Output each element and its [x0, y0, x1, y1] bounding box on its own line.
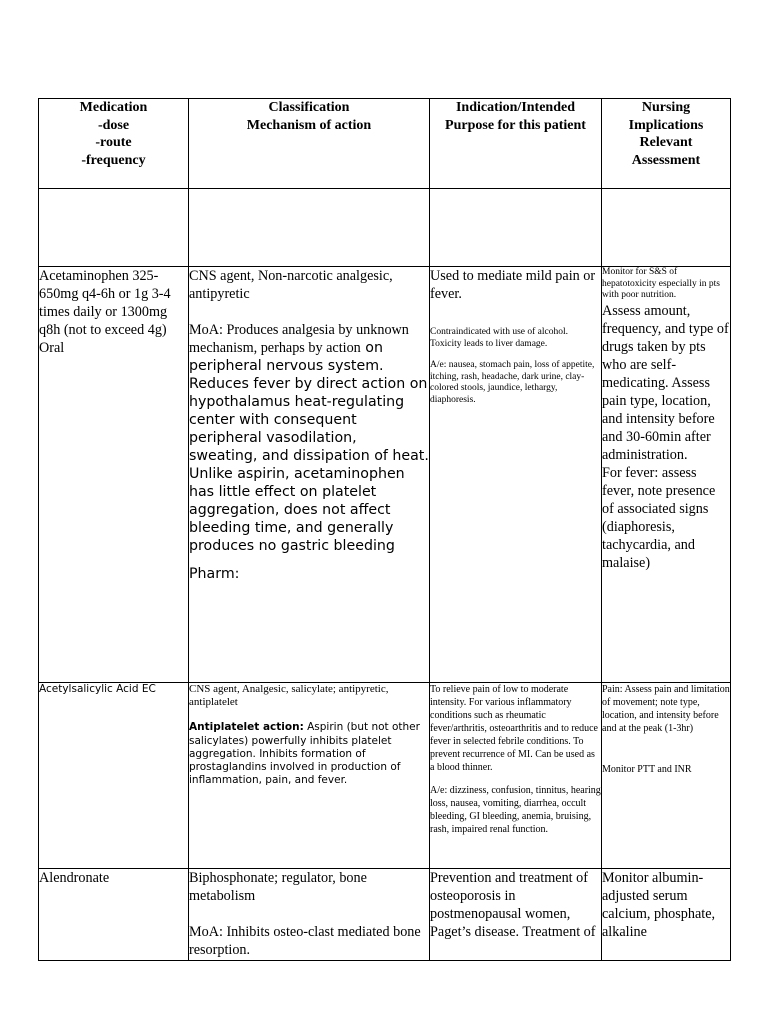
asa-classification-cell	[189, 683, 430, 869]
acetaminophen-nursing-fever: For fever: assess fever, note presence of associated signs (diaphoresis, tachycardia, and malaise)	[602, 464, 716, 571]
acetaminophen-route: Oral	[39, 340, 65, 356]
asa-nursing-cell	[602, 683, 731, 869]
acetaminophen-nursing: Assess amount, frequency, and type of drugs taken by pts who are self-medicating. Assess pain type, location, and intensity before and 30-60min after administration.	[602, 302, 729, 463]
acetaminophen-pharm: Pharm:	[189, 566, 240, 582]
alendronate-nursing: Monitor albumin-adjusted serum calcium, phosphate, alkaline	[602, 870, 716, 940]
alendronate-classification-cell	[189, 869, 430, 961]
header-indication: Indication/Intended Purpose for this patient	[430, 99, 602, 189]
acetaminophen-nursing-cell	[602, 267, 731, 683]
asa-medication: Acetylsalicylic Acid EC	[39, 683, 156, 695]
empty-cell	[602, 189, 731, 267]
table-row-alendronate	[39, 869, 731, 961]
alendronate-class: Biphosphonate; regulator, bone metabolism	[189, 870, 367, 904]
asa-nursing: Pain: Assess pain and limitation of movement; note type, location, and intensity before and at the peak (1-3hr)	[602, 684, 730, 734]
asa-antiplatelet: Antiplatelet action: Aspirin (but not other salicylates) powerfully inhibits platelet aggregation. Inhibits formation of prostaglandins involved in production of inflammation, pain, and fever.	[189, 721, 420, 787]
asa-adverse-effects: A/e: dizziness, confusion, tinnitus, hearing loss, nausea, vomiting, diarrhea, occult bleeding, GI bleeding, anemia, bruising, rash, impaired renal function.	[430, 785, 601, 835]
empty-row	[39, 189, 731, 267]
medication-table	[38, 98, 731, 961]
alendronate-indication-cell	[430, 869, 602, 961]
empty-cell	[189, 189, 430, 267]
table-row-acetaminophen	[39, 267, 731, 683]
alendronate-medication-cell	[39, 869, 189, 961]
acetaminophen-adverse-effects: A/e: nausea, stomach pain, loss of appetite, itching, rash, headache, dark urine, clay-colored stools, jaundice, lethargy, diaphoresis.	[430, 360, 595, 405]
header-nursing: Nursing Implications Relevant Assessment	[602, 99, 731, 189]
empty-cell	[430, 189, 602, 267]
alendronate-indication: Prevention and treatment of osteoporosis in postmenopausal women, Paget’s disease. Treatment of	[430, 870, 596, 940]
empty-cell	[39, 189, 189, 267]
acetaminophen-medication-cell	[39, 267, 189, 683]
acetaminophen-classification-cell	[189, 267, 430, 683]
header-row	[39, 99, 731, 189]
header-medication: Medication -dose -route -frequency	[39, 99, 189, 189]
header-classification: Classification Mechanism of action	[189, 99, 430, 189]
acetaminophen-dose: Acetaminophen 325-650mg q4-6h or 1g 3-4 times daily or 1300mg q8h (not to exceed 4g)	[39, 268, 171, 338]
alendronate-moa: MoA: Inhibits osteo-clast mediated bone resorption.	[189, 924, 421, 958]
asa-nursing-ptt: Monitor PTT and INR	[602, 764, 692, 775]
alendronate-nursing-cell	[602, 869, 731, 961]
asa-indication-cell	[430, 683, 602, 869]
acetaminophen-class: CNS agent, Non-narcotic analgesic, antipyretic	[189, 268, 393, 302]
acetaminophen-indication: Used to mediate mild pain or fever.	[430, 268, 596, 302]
table-row-acetylsalicylic-acid	[39, 683, 731, 869]
acetaminophen-nursing-small: Monitor for S&S of hepatotoxicity especially in pts with poor nutrition.	[602, 267, 720, 301]
acetaminophen-moa: MoA: Produces analgesia by unknown mechanism, perhaps by action on peripheral nervous system. Reduces fever by direct action on hypothalamus heat-regulating center with consequent peripheral vasodilation, sweating, and dissipation of heat. Unlike aspirin, acetaminophen has little effect on platelet aggregation, does not affect bleeding time, and generally produces no gastric bleeding	[189, 322, 429, 554]
alendronate-medication: Alendronate	[39, 870, 110, 886]
acetaminophen-indication-cell	[430, 267, 602, 683]
asa-indication: To relieve pain of low to moderate intensity. For various inflammatory conditions such as rheumatic fever/arthritis, osteoarthritis and to reduce fever in selected febrile conditions. To prevent recurrence of MI. Can be used as a blood thinner.	[430, 684, 598, 773]
asa-medication-cell	[39, 683, 189, 869]
acetaminophen-contraindication: Contraindicated with use of alcohol. Toxicity leads to liver damage.	[430, 327, 568, 349]
asa-class: CNS agent, Analgesic, salicylate; antipyretic, antiplatelet	[189, 683, 389, 709]
